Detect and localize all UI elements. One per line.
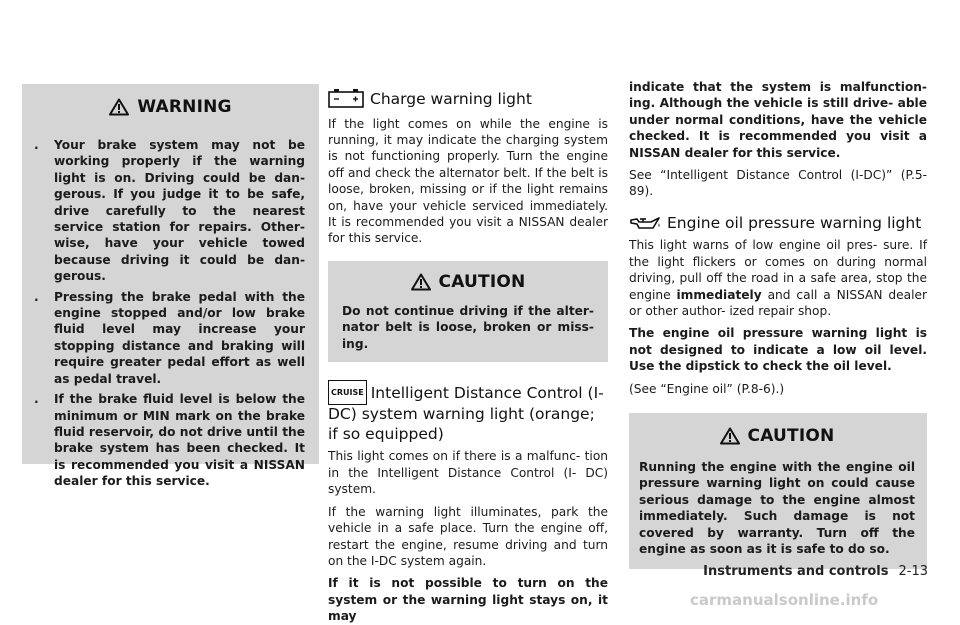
idc-see-also: See “Intelligent Distance Control (I-DC)” (P.5-89). (629, 168, 927, 199)
caution-header (342, 269, 594, 295)
idc-p3-start: If it is not possible to turn on the system or the warning light stays on, it may (328, 576, 608, 624)
warning-list (34, 137, 305, 490)
caution-title: CAUTION (747, 426, 835, 446)
idc-p3-cont: indicate that the system is malfunction- ing. Although the vehicle is still drive- able under normal conditions, have the vehicle checked. It is recommended you visit a NISSAN dealer for this service. (629, 80, 927, 160)
column-middle (328, 88, 608, 625)
caution-text: Do not continue driving if the alter- nator belt is loose, broken or miss- ing. (342, 303, 594, 351)
oil-p3: (See “Engine oil” (P.8-6).) (629, 381, 785, 396)
caution-box-1 (328, 261, 608, 362)
idc-heading: CRUISE Intelligent Distance Control (I-DC) system warning light (orange; if so equipped) (328, 380, 608, 445)
caution-triangle-icon (411, 273, 431, 291)
caution-text: Running the engine with the engine oil pressure warning light on could cause serious damage to the engine almost immediately. Such damage is not covered by warranty. Turn off the engine as soon as it is safe to do so. (639, 460, 915, 557)
column-right (629, 79, 927, 569)
warning-box (22, 84, 319, 489)
footer-section: Instruments and controls (703, 564, 889, 579)
charge-heading: Charge warning light (328, 88, 608, 110)
idc-p2: If the warning light illuminates, park the vehicle in a safe place. Turn the engine off, restart the engine, resume driving and turn on the I-DC system again. (328, 504, 608, 568)
warning-header (22, 94, 319, 120)
warning-bullet: . If the brake fluid level is below the minimum or MIN mark on the brake fluid reservoir, do not drive until the brake system has been checked. It is recommended you visit a NISSAN dealer for this service. (34, 392, 305, 489)
oil-can-icon (629, 214, 661, 232)
oil-heading: Engine oil pressure warning light (629, 214, 927, 234)
charge-body: If the light comes on while the engine is running, it may indicate the charging system is not functioning properly. Turn the engine off and check the alternator belt. If the belt is loose, broken, missing or if the light remains on, have your vehicle serviced immediately. It is recommended you visit a NISSAN dealer for this service. (328, 116, 608, 246)
caution-header (639, 423, 915, 449)
watermark: carmanualsonline.info (690, 591, 879, 609)
warning-bullet: . Pressing the brake pedal with the engine stopped and/or low brake fluid level may increase your stopping distance and braking will require greater pedal effort as well as pedal travel. (34, 289, 305, 386)
caution-triangle-icon (720, 427, 740, 445)
battery-icon (328, 88, 364, 108)
oil-p1: This light warns of low engine oil pres- sure. If the light flickers or comes on during normal driving, pull off the road in a safe area, stop the engine immediately and call a NISSAN dealer or other author- ized repair shop. (629, 238, 927, 318)
caution-box-2 (629, 413, 927, 569)
page-footer (688, 564, 928, 579)
warning-title: WARNING (137, 97, 232, 117)
page-number: 2-13 (898, 564, 928, 579)
caution-title: CAUTION (438, 271, 526, 292)
idc-p1: This light comes on if there is a malfunc- tion in the Intelligent Distance Control (I- DC) system. (328, 449, 608, 497)
oil-p2: The engine oil pressure warning light is not designed to indicate a low oil level. Use the dipstick to check the oil level. (629, 326, 927, 374)
warning-triangle-icon (109, 98, 129, 116)
cruise-icon: CRUISE (328, 380, 367, 406)
warning-bullet: . Your brake system may not be working properly if the warning light is on. Driving could be dan- gerous. If you judge it to be safe, drive carefully to the nearest service station for repairs. Other- wise, have your vehicle towed because driving it could be dan- gerous. (34, 138, 305, 284)
